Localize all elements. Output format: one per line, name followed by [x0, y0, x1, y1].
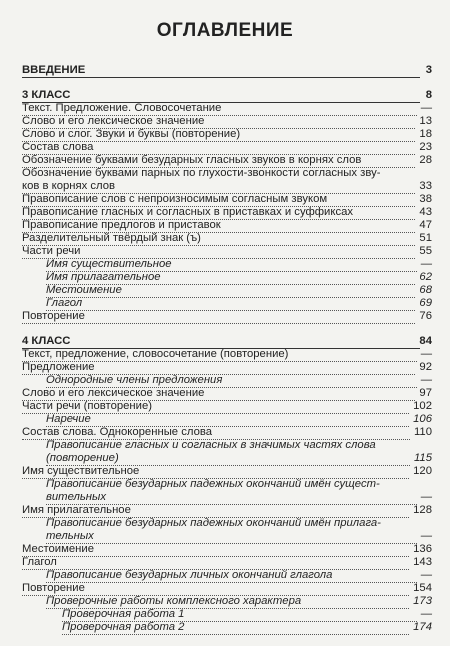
- toc-row: [22, 452, 432, 465]
- page-title: ОГЛАВЛЕНИЕ: [156, 20, 294, 41]
- toc-row: [22, 128, 432, 141]
- entry-title: Обозначение буквами безударных гласных звуков в корнях слов: [22, 154, 415, 168]
- entry-page: 128: [413, 504, 432, 516]
- entry-title: Имя прилагательное: [46, 271, 415, 285]
- toc-row-grade3: [22, 89, 432, 102]
- toc-row: [22, 504, 432, 517]
- entry-page: —: [420, 530, 432, 542]
- entry-page: 173: [413, 595, 432, 607]
- entry-page: 84: [419, 335, 432, 347]
- entry-title: вительных: [46, 491, 417, 505]
- toc-row: [22, 478, 432, 491]
- toc-row: [22, 348, 432, 361]
- entry-page: 120: [413, 465, 432, 477]
- toc-row: [22, 232, 432, 245]
- toc-row: [22, 219, 432, 232]
- entry-page: 62: [419, 271, 432, 283]
- entry-title: Местоимение: [46, 284, 415, 298]
- entry-title: Предложение: [22, 361, 415, 375]
- entry-title: Части речи: [22, 245, 415, 259]
- entry-title: тельных: [46, 530, 417, 544]
- entry-title: ков в корнях слов: [22, 180, 415, 194]
- entry-title: Повторение: [22, 310, 415, 324]
- toc-row: [22, 608, 432, 621]
- toc-row: [22, 400, 432, 413]
- entry-page: 92: [419, 361, 432, 373]
- toc-row: [22, 141, 432, 154]
- entry-page: —: [420, 102, 432, 114]
- toc-row: [22, 517, 432, 530]
- entry-page: 110: [413, 426, 432, 438]
- toc-row: [22, 193, 432, 206]
- toc-row: [22, 258, 432, 271]
- toc-row: [22, 206, 432, 219]
- entry-title: Наречие: [46, 413, 409, 427]
- entry-title: Состав слова. Однокоренные слова: [22, 426, 410, 440]
- entry-page: —: [420, 569, 432, 581]
- entry-page: 3: [425, 64, 432, 76]
- entry-page: —: [420, 374, 432, 386]
- entry-title: Слово и слог. Звуки и буквы (повторение): [22, 128, 415, 142]
- toc-row-introduction: [22, 64, 432, 77]
- entry-page: 143: [413, 556, 432, 568]
- toc-row: [22, 180, 432, 193]
- entry-title: Слово и его лексическое значение: [22, 387, 415, 401]
- entry-title: Текст, предложение, словосочетание (повторение): [22, 348, 417, 362]
- entry-page: —: [420, 348, 432, 360]
- entry-title: Правописание безударных падежных окончаний имён сущест-: [46, 478, 380, 490]
- entry-title: 4 КЛАСС: [22, 335, 71, 347]
- entry-title: Слово и его лексическое значение: [22, 115, 415, 129]
- toc-row: [22, 595, 432, 608]
- toc-row: [22, 115, 432, 128]
- entry-title: Правописание гласных и согласных в значимых частях слова: [46, 439, 376, 451]
- toc-row: [22, 543, 432, 556]
- entry-page: 115: [413, 452, 432, 464]
- toc-row: [22, 413, 432, 426]
- entry-page: 38: [419, 193, 432, 205]
- entry-page: 136: [413, 543, 432, 555]
- entry-page: 174: [413, 621, 432, 633]
- entry-title: Разделительный твёрдый знак (ъ): [22, 232, 415, 246]
- entry-page: 47: [419, 219, 432, 231]
- entry-page: 106: [413, 413, 432, 425]
- toc-row: [22, 491, 432, 504]
- entry-title: Правописание слов с непроизносимым согласным звуком: [22, 193, 415, 207]
- toc-row: [22, 569, 432, 582]
- entry-title: 3 КЛАСС: [22, 89, 71, 101]
- entry-page: 43: [419, 206, 432, 218]
- entry-title: Правописание гласных и согласных в приставках и суффиксах: [22, 206, 415, 220]
- entry-title: (повторение): [46, 452, 410, 466]
- toc-row: [22, 154, 432, 167]
- toc-row: [22, 556, 432, 569]
- entry-title: Правописание безударных личных окончаний глагола: [46, 569, 417, 583]
- toc-row-grade4: [22, 335, 432, 348]
- toc-row: [22, 310, 432, 323]
- toc-row: [22, 582, 432, 595]
- entry-page: 154: [413, 582, 432, 594]
- entry-title: Состав слова: [22, 141, 415, 155]
- entry-title: Правописание предлогов и приставок: [22, 219, 415, 233]
- toc-row: [22, 167, 432, 180]
- toc-row: [22, 102, 432, 115]
- entry-title: Глагол: [22, 556, 409, 570]
- entry-title: Имя существительное: [46, 258, 417, 272]
- entry-page: 13: [419, 115, 432, 127]
- entry-page: 68: [419, 284, 432, 296]
- entry-title: Правописание безударных падежных окончаний имён прилага-: [46, 517, 381, 529]
- toc-row: [22, 621, 432, 634]
- toc-row: [22, 465, 432, 478]
- entry-title: ВВЕДЕНИЕ: [22, 64, 86, 76]
- entry-title: Повторение: [22, 582, 409, 596]
- entry-page: 102: [413, 400, 432, 412]
- toc-row: [22, 284, 432, 297]
- entry-title: Местоимение: [22, 543, 409, 557]
- divider: [22, 77, 420, 78]
- entry-page: —: [420, 608, 432, 620]
- entry-page: 76: [419, 310, 432, 322]
- toc-row: [22, 387, 432, 400]
- entry-title: Проверочные работы комплексного характера: [46, 595, 409, 609]
- entry-page: 51: [419, 232, 432, 244]
- entry-page: 8: [425, 89, 432, 101]
- toc-row: [22, 297, 432, 310]
- entry-title: Глагол: [46, 297, 415, 311]
- entry-title: Проверочная работа 2: [62, 621, 409, 635]
- entry-title: Обозначение буквами парных по глухости-звонкости согласных зву-: [22, 167, 381, 179]
- table-of-contents: [22, 64, 432, 634]
- toc-row: [22, 530, 432, 543]
- entry-page: 28: [419, 154, 432, 166]
- entry-title: Имя существительное: [22, 465, 409, 479]
- toc-row: [22, 361, 432, 374]
- entry-title: Однородные члены предложения: [46, 374, 417, 388]
- entry-page: —: [420, 491, 432, 503]
- toc-row: [22, 439, 432, 452]
- entry-page: 97: [419, 387, 432, 399]
- entry-page: 55: [419, 245, 432, 257]
- entry-title: Части речи (повторение): [22, 400, 409, 414]
- entry-page: 69: [419, 297, 432, 309]
- entry-title: Текст. Предложение. Словосочетание: [22, 102, 417, 116]
- toc-row: [22, 374, 432, 387]
- toc-row: [22, 426, 432, 439]
- toc-row: [22, 271, 432, 284]
- entry-title: Имя прилагательное: [22, 504, 409, 518]
- entry-page: 33: [419, 180, 432, 192]
- entry-title: Проверочная работа 1: [62, 608, 417, 622]
- toc-row: [22, 245, 432, 258]
- entry-page: 18: [419, 128, 432, 140]
- entry-page: 23: [419, 141, 432, 153]
- entry-page: —: [420, 258, 432, 270]
